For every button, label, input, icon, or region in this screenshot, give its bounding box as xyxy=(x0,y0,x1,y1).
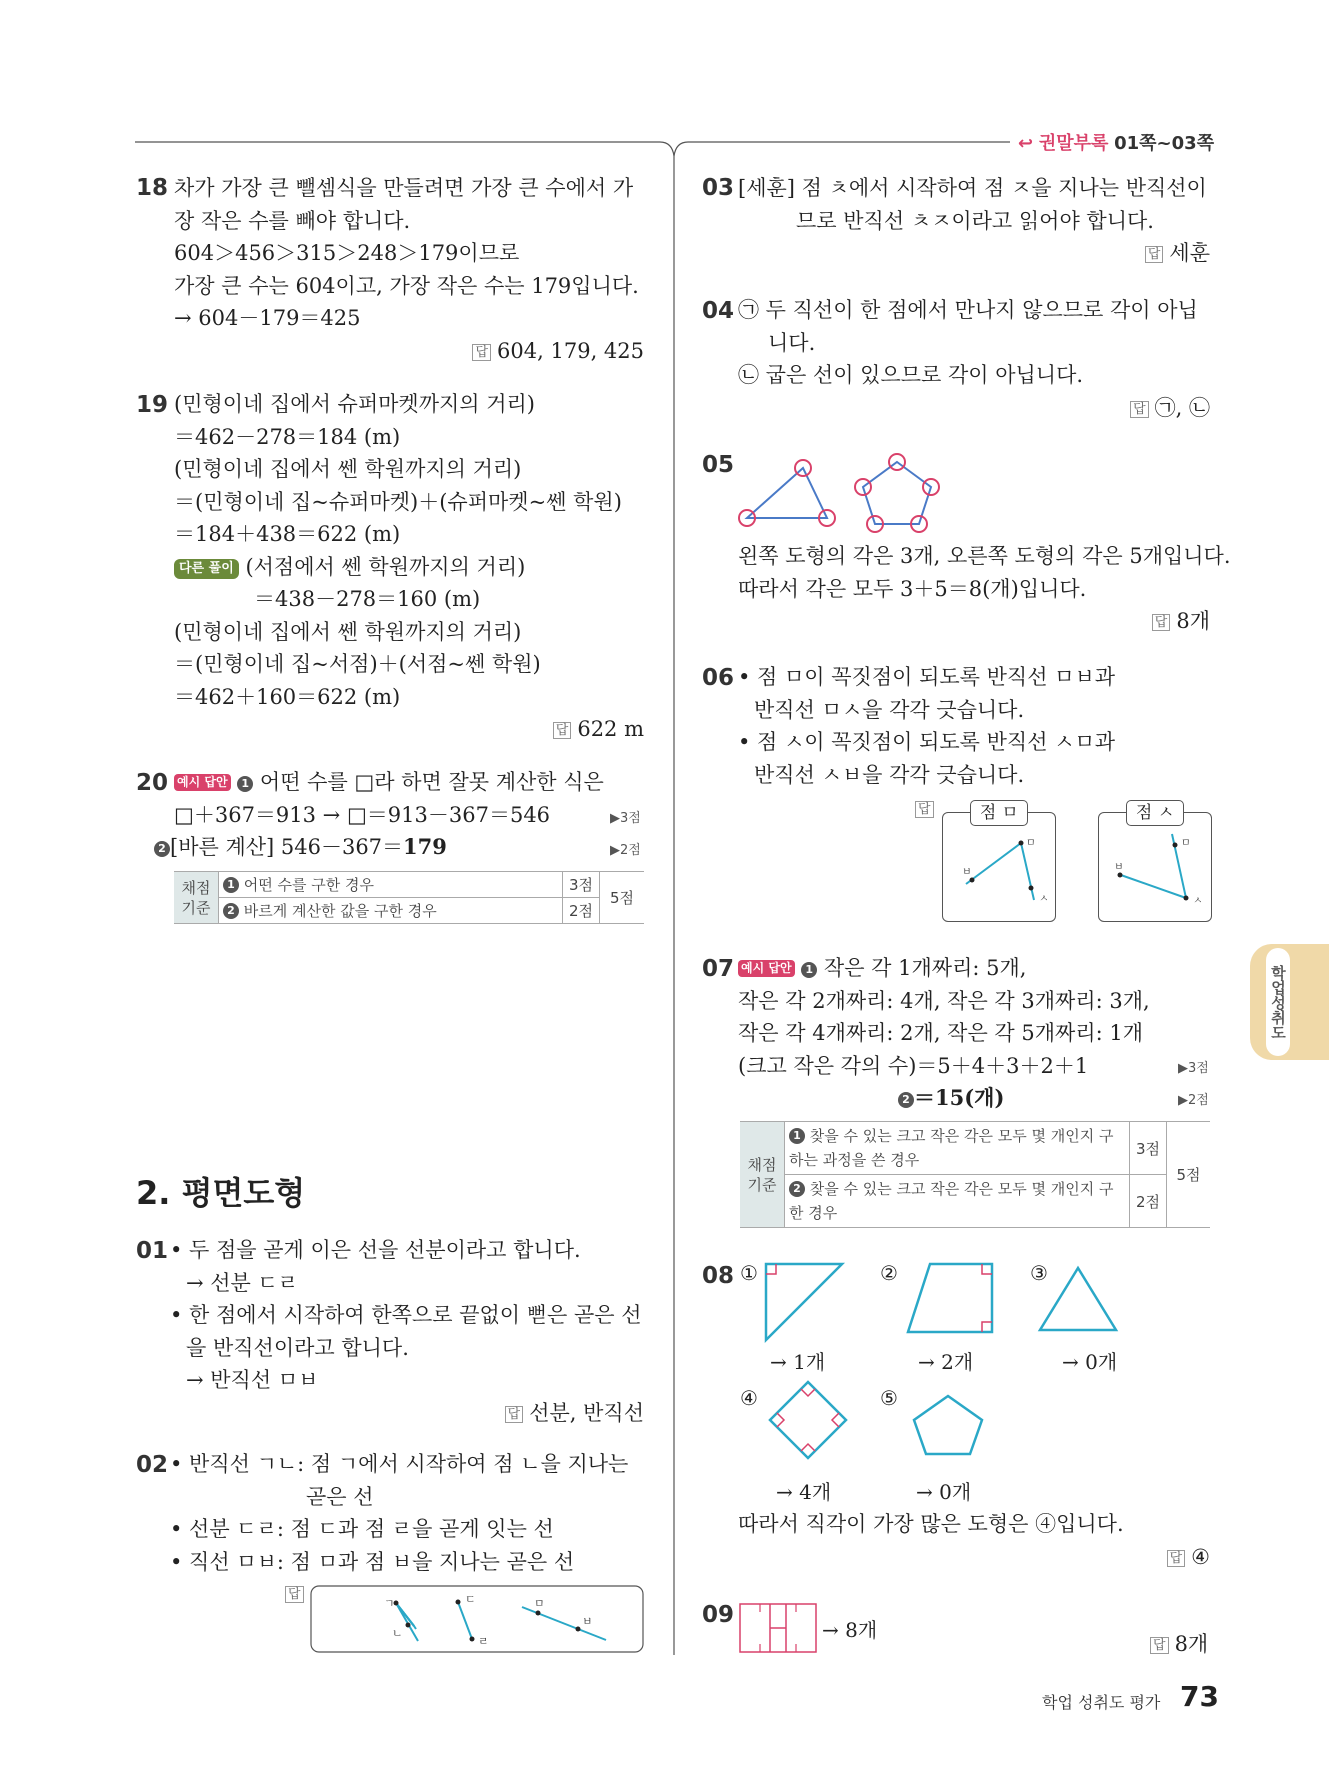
s06-box-s-label: 점 ㅅ xyxy=(1126,800,1184,826)
pentagon-shape xyxy=(863,462,931,524)
q20-number: 20 xyxy=(136,770,169,796)
s08-body: 따라서 직각이 가장 많은 도형은 ④입니다. 답 ④ xyxy=(738,1508,1210,1573)
s02-body: • 반직선 ㄱㄴ: 점 ㄱ에서 시작하여 점 ㄴ을 지나는 곧은 선 • 선분 ㄷㄹ: 점 ㄷ과 점 ㄹ을 곧게 잇는 선 • 직선 ㅁㅂ: 점 ㅁ과 점 ㅂ을 지나는 곧은 선 xyxy=(170,1452,629,1574)
s04-answer: 답 ㉠, ㉡ xyxy=(738,392,1210,425)
footer-label: 학업 성취도 평가 xyxy=(1042,1693,1161,1712)
s05-number: 05 xyxy=(702,452,735,478)
s01-answer: 답 선분, 반직선 xyxy=(170,1397,644,1430)
s01-body: • 두 점을 곧게 이은 선을 선분이라고 합니다. → 선분 ㄷㄹ • 한 점에서 시작하여 한쪽으로 끝없이 뻗은 곧은 선 을 반직선이라고 합니다. → 반직선 ㅁㅂ 답 선분, 반직선 xyxy=(170,1234,644,1429)
return-arrow-icon: ↩ xyxy=(1018,133,1034,154)
svg-text:ㅁ: ㅁ xyxy=(1181,838,1191,849)
header-appendix-link[interactable]: ↩ 권말부록 01쪽~03쪽 xyxy=(1018,133,1215,154)
segment-digeut-rieul xyxy=(458,1602,472,1639)
s09-number: 09 xyxy=(702,1602,735,1628)
s01-number: 01 xyxy=(136,1238,169,1264)
q19-number: 19 xyxy=(136,392,169,418)
example-answer-badge: 예시 답안 xyxy=(738,960,795,977)
s06-figure-s xyxy=(1098,812,1210,920)
section-title: 2. 평면도형 xyxy=(136,1174,306,1212)
s04-body: ㉠ 두 직선이 한 점에서 만나지 않으므로 각이 아닙 니다. ㉡ 굽은 선이 있으므로 각이 아닙니다. 답 ㉠, ㉡ xyxy=(738,294,1210,424)
svg-text:ㄱ: ㄱ xyxy=(384,1597,395,1610)
s05-body: 왼쪽 도형의 각은 3개, 오른쪽 도형의 각은 5개입니다. 따라서 각은 모두 3＋5＝8(개)입니다. 답 8개 xyxy=(738,540,1210,638)
q18-body: 차가 가장 큰 뺄셈식을 만들려면 가장 큰 수에서 가 장 작은 수를 빼야 합니다. 604＞456＞315＞248＞179이므로 가장 큰 수는 604이고, 가장 작은 수는 179입니다. → 604－179＝425 답 604, 179, 425 xyxy=(174,172,644,367)
svg-text:ㅅ: ㅅ xyxy=(1193,896,1203,907)
q20-scoring-table: 채점 기준 1 어떤 수를 구한 경우 3점 5점 2 바르게 계산한 값을 구한 경우 2점 xyxy=(174,871,644,924)
s09-figure xyxy=(738,1602,818,1654)
s07-number: 07 xyxy=(702,956,735,982)
svg-text:ㅅ: ㅅ xyxy=(1039,894,1049,905)
triangle-shape xyxy=(747,468,827,518)
q18-answer: 답 604, 179, 425 xyxy=(174,335,644,368)
svg-text:ㅁ: ㅁ xyxy=(534,1597,545,1610)
s07-body: 예시 답안 1 작은 각 1개짜리: 5개, 작은 각 2개짜리: 4개, 작은 각 3개짜리: 3개, 작은 각 4개짜리: 2개, 작은 각 5개짜리: 1개 (크고 작은 각의 수)＝5＋4＋3＋2＋1 2 ＝15(개) xyxy=(738,956,1150,1110)
s05-figures xyxy=(735,452,945,534)
triangle-shape xyxy=(1040,1268,1116,1330)
s08-answer: 답 ④ xyxy=(738,1541,1210,1574)
line-mieum-bieup xyxy=(522,1607,606,1640)
alt-solution-badge: 다른 풀이 xyxy=(174,559,239,579)
example-answer-badge: 예시 답안 xyxy=(174,774,231,791)
s06-box-m-label: 점 ㅁ xyxy=(970,800,1028,826)
s07-scoring-table: 채점 기준 1 찾을 수 있는 크고 작은 각은 모두 몇 개인지 구 하는 과정을 쓴 경우 3점 5점 2 찾을 수 있는 크고 작은 각은 모두 몇 개인지 구 한 경우 2점 xyxy=(740,1121,1210,1228)
svg-text:ㄴ: ㄴ xyxy=(392,1627,403,1640)
svg-text:ㅂ: ㅂ xyxy=(1114,862,1124,873)
q19-body: (민형이네 집에서 슈퍼마켓까지의 거리) ＝462－278＝184 (m) (민형이네 집에서 쎈 학원까지의 거리) ＝(민형이네 집~슈퍼마켓)＋(슈퍼마켓~쎈 학원) ＝184＋438＝622 (m) 다른 풀이 (서점에서 쎈 학원까지의 거리) ＝438－278＝160 (m) (민형이네 집에서 쎈 학원까지의 거리) ＝(민형이네 집~서점)＋(서점~쎈 학원) ＝462＋160＝622 (m) 답 622 m xyxy=(174,388,644,746)
svg-text:ㅂ: ㅂ xyxy=(962,867,972,878)
svg-text:ㅁ: ㅁ xyxy=(1026,838,1036,849)
s03-answer: 답 세훈 xyxy=(738,237,1210,270)
trapezoid-shape xyxy=(908,1264,992,1332)
s03-body: [세훈] 점 ㅊ에서 시작하여 점 ㅈ을 지나는 반직선이 므로 반직선 ㅊㅈ이라고 읽어야 합니다. 답 세훈 xyxy=(738,172,1210,270)
side-tab-label: 학업성취도 xyxy=(1266,948,1290,1056)
page-number: 73 xyxy=(1180,1680,1219,1713)
s09-answer: 답 8개 xyxy=(1150,1628,1208,1658)
s06-figure-m xyxy=(942,812,1054,920)
q18-number: 18 xyxy=(136,175,169,201)
s02-answer-figure xyxy=(310,1585,644,1653)
s04-number: 04 xyxy=(702,298,735,324)
right-triangle-shape xyxy=(766,1264,842,1340)
svg-text:ㄹ: ㄹ xyxy=(478,1635,489,1648)
pentagon-shape xyxy=(914,1396,982,1454)
svg-text:ㄷ: ㄷ xyxy=(465,1593,476,1606)
svg-text:ㅂ: ㅂ xyxy=(582,1615,593,1628)
s08-number: 08 xyxy=(702,1263,735,1289)
s03-number: 03 xyxy=(702,175,735,201)
s02-number: 02 xyxy=(136,1452,169,1478)
s05-answer: 답 8개 xyxy=(738,605,1210,638)
s06-number: 06 xyxy=(702,665,735,691)
s06-body: • 점 ㅁ이 꼭짓점이 되도록 반직선 ㅁㅂ과 반직선 ㅁㅅ을 각각 긋습니다. • 점 ㅅ이 꼭짓점이 되도록 반직선 ㅅㅁ과 반직선 ㅅㅂ을 각각 긋습니다. xyxy=(738,665,1116,787)
q19-answer: 답 622 m xyxy=(174,713,644,746)
diamond-shape xyxy=(770,1382,846,1458)
q20-body: 예시 답안 1 어떤 수를 □라 하면 잘못 계산한 식은 □＋367＝913 → □＝913－367＝546 2 [바른 계산] 546－367＝179 xyxy=(174,766,644,864)
